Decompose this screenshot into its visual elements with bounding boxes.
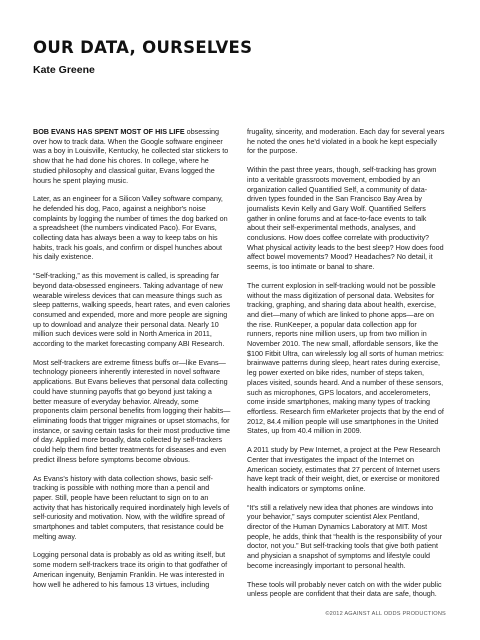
right-column	[247, 127, 445, 608]
article-title: OUR DATA, OURSELVES	[33, 38, 253, 57]
paragraph: As Evans's history with data collection shows, basic self-tracking is possible with nothing more than a pencil and paper. Still, people have been reluctant to sign on to an activity that has historically required inordinately high levels of self-curiosity and motivation. Now, with the wildfire spread of smartphones and tablet computers, that resistance could be melting away.	[33, 473, 230, 541]
copyright-footer: ©2012 AGAINST ALL ODDS PRODUCTIONS	[325, 611, 446, 617]
paragraph: Logging personal data is probably as old as writing itself, but some modern self-trackers trace its origin to that godfather of American ingenuity, Benjamin Franklin. He was interested in how well he adhered to his famous 13 virtues, including	[33, 550, 228, 589]
left-column	[33, 127, 231, 598]
lead-in: BOB EVANS HAS SPENT MOST OF HIS LIFE	[33, 127, 185, 136]
paragraph: Most self-trackers are extreme fitness buffs or—like Evans—technology pioneers inherently interested in novel software applications. But Evans believes that personal data collecting could have stunning payoffs that go beyond just taking a better measure of everyday behavior. Already, some proponents claim personal benefits from logging their habits—eliminating foods that trigger migraines or upset stomachs, for instance, or saving certain tasks for their most productive time of day. Applied more broadly, data collected by self-trackers could help them find better treatments for diseases and even predict illness before symptoms become obvious.	[33, 357, 231, 464]
paragraph: A 2011 study by Pew Internet, a project at the Pew Research Center that investigates the impact of the Internet on American society, estimates that 27 percent of Internet users have kept track of their weight, diet, or exercise or monitored health indicators or symptoms online.	[247, 445, 441, 493]
paragraph: “It's still a relatively new idea that phones are windows into your behavior,” says computer scientist Alex Pentland, director of the Human Dynamics Laboratory at MIT. Most people, he adds, think that “health is the responsibility of your doctor, not you.” But self-tracking tools that give both patient and physician a snapshot of symptoms and lifestyle could become increasingly important to personal health.	[247, 502, 442, 570]
paragraph: Within the past three years, though, self-tracking has grown into a veritable grassroots movement, embodied by an organization called Quantified Self, a community of data-driven types founded in the San Francisco Bay Area by journalists Kevin Kelly and Gary Wolf. Quantified Selfers gather in online forums and at face-to-face events to talk about their self-experimental methods, analyses, and conclusions. How does coffee correlate with productivity? What physical activity leads to the best sleep? How does food affect bowel movements? Mood? Headaches? No detail, it seems, is too intimate or banal to share.	[247, 165, 444, 272]
paragraph	[33, 127, 231, 185]
paragraph: frugality, sincerity, and moderation. Each day for several years he noted the ones he'd violated in a book he kept especially for the purpose.	[247, 127, 445, 156]
paragraph: Later, as an engineer for a Silicon Valley software company, he defended his dog, Paco, against a neighbor's noise complaints by logging the number of times the dog barked on a spreadsheet (the numbers vindicated Paco). For Evans, collecting data has always been a way to keep tabs on his habits, track his goals, and confirm or dispel hunches about his daily existence.	[33, 194, 228, 262]
paragraph: The current explosion in self-tracking would not be possible without the mass digitization of personal data. Websites for tracking, graphing, and sharing data about health, exercise, and diet—many of which are linked to phone apps—are on the rise. RunKeeper, a popular data collection app for runners, reports nine million users, up from two million in November 2010. The new small, affordable sensors, like the $100 Fitbit Ultra, can wirelessly log all sorts of human metrics: brainwave patterns during sleep, heart rates during exercise, leg power exerted on bike rides, number of steps taken, places visited, sounds heard. And a number of these sensors, such as microphones, GPS locators, and accelerometers, come inside smartphones, making many types of tracking effortless. Research firm eMarketer projects that by the end of 2012, 84.4 million people will use smartphones in the United States, up from 40.4 million in 2009.	[247, 280, 444, 436]
paragraph: “Self-tracking,” as this movement is called, is spreading far beyond data-obsessed engineers. Taking advantage of new wearable wireless devices that can measure things such as sleep patterns, walking speeds, heart rates, and even calories consumed and expended, more and more people are signing up to download and analyze their personal data. Nearly 10 million such devices were sold in North America in 2011, according to the market forecasting company ABI Research.	[33, 271, 230, 349]
paragraph-text: obsessing over how to track data. When the Google software engineer was a boy in Louisville, Kentucky, he collected star stickers to show that he had done his chores. In college, where he studied philosophy and classical guitar, Evans logged the hours he spent playing music.	[33, 127, 229, 185]
paragraph: These tools will probably never catch on with the wider public unless people are confident that their data are safe, though.	[247, 579, 442, 599]
author-byline: Kate Greene	[33, 64, 95, 76]
